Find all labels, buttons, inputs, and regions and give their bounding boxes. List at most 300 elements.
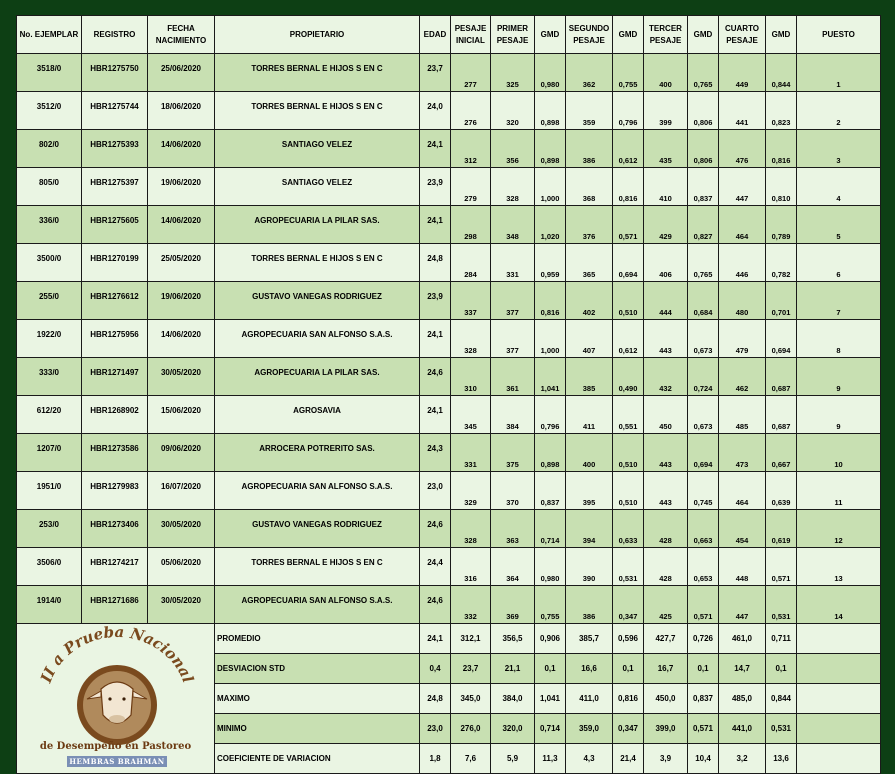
cell-segundo-pesaje: 390 xyxy=(566,548,613,586)
cell-gmd-4: 0,619 xyxy=(766,510,797,548)
stat-cuarto-pesaje: 441,0 xyxy=(719,714,766,744)
cell-ejemplar: 3506/0 xyxy=(17,548,82,586)
cell-tercer-pesaje: 435 xyxy=(644,130,688,168)
cell-pesaje-inicial: 332 xyxy=(451,586,491,624)
cell-puesto: 13 xyxy=(797,548,881,586)
cell-gmd-3: 0,663 xyxy=(688,510,719,548)
stat-primer-pesaje: 356,5 xyxy=(491,624,535,654)
cell-registro: HBR1271686 xyxy=(82,586,148,624)
col-header-edad: EDAD xyxy=(420,16,451,54)
stat-edad: 23,0 xyxy=(420,714,451,744)
stat-primer-pesaje: 384,0 xyxy=(491,684,535,714)
stat-label: PROMEDIO xyxy=(215,624,420,654)
col-header-ejemplar: No. EJEMPLAR xyxy=(17,16,82,54)
cell-gmd-2: 0,510 xyxy=(613,282,644,320)
cell-ejemplar: 3500/0 xyxy=(17,244,82,282)
cell-segundo-pesaje: 362 xyxy=(566,54,613,92)
col-header-registro: REGISTRO xyxy=(82,16,148,54)
cell-fecha: 30/05/2020 xyxy=(148,510,215,548)
cell-pesaje-inicial: 284 xyxy=(451,244,491,282)
cell-ejemplar: 3518/0 xyxy=(17,54,82,92)
cell-gmd-1: 0,980 xyxy=(535,54,566,92)
stat-edad: 1,8 xyxy=(420,744,451,774)
table-row xyxy=(17,548,881,586)
cell-registro: HBR1271497 xyxy=(82,358,148,396)
cell-gmd-2: 0,816 xyxy=(613,168,644,206)
cell-registro: HBR1275605 xyxy=(82,206,148,244)
stat-edad: 0,4 xyxy=(420,654,451,684)
event-logo xyxy=(17,624,215,774)
stat-primer-pesaje: 21,1 xyxy=(491,654,535,684)
cell-gmd-4: 0,816 xyxy=(766,130,797,168)
stat-puesto-empty xyxy=(797,744,881,774)
cell-registro: HBR1276612 xyxy=(82,282,148,320)
cell-gmd-3: 0,673 xyxy=(688,396,719,434)
cell-primer-pesaje: 364 xyxy=(491,548,535,586)
cell-gmd-3: 0,694 xyxy=(688,434,719,472)
col-header-gmd-2: GMD xyxy=(613,16,644,54)
stat-puesto-empty xyxy=(797,654,881,684)
cell-ejemplar: 1207/0 xyxy=(17,434,82,472)
cell-propietario: SANTIAGO VELEZ xyxy=(215,168,420,206)
cell-pesaje-inicial: 279 xyxy=(451,168,491,206)
cell-edad: 23,7 xyxy=(420,54,451,92)
cell-edad: 23,9 xyxy=(420,282,451,320)
cell-ejemplar: 1914/0 xyxy=(17,586,82,624)
cell-tercer-pesaje: 443 xyxy=(644,320,688,358)
logo-emblem xyxy=(17,625,214,745)
cell-gmd-2: 0,531 xyxy=(613,548,644,586)
cell-edad: 24,4 xyxy=(420,548,451,586)
cell-ejemplar: 612/20 xyxy=(17,396,82,434)
stat-tercer-pesaje: 16,7 xyxy=(644,654,688,684)
cell-fecha: 16/07/2020 xyxy=(148,472,215,510)
cell-primer-pesaje: 370 xyxy=(491,472,535,510)
stat-primer-pesaje: 320,0 xyxy=(491,714,535,744)
cell-pesaje-inicial: 337 xyxy=(451,282,491,320)
cell-gmd-3: 0,827 xyxy=(688,206,719,244)
stat-segundo-pesaje: 16,6 xyxy=(566,654,613,684)
stat-gmd-2: 0,816 xyxy=(613,684,644,714)
stat-gmd-4: 0,844 xyxy=(766,684,797,714)
cell-gmd-2: 0,510 xyxy=(613,434,644,472)
col-header-gmd-3: GMD xyxy=(688,16,719,54)
cell-ejemplar: 255/0 xyxy=(17,282,82,320)
stat-pesaje-inicial: 345,0 xyxy=(451,684,491,714)
col-header-fecha: FECHA NACIMIENTO xyxy=(148,16,215,54)
stat-segundo-pesaje: 385,7 xyxy=(566,624,613,654)
cell-segundo-pesaje: 365 xyxy=(566,244,613,282)
cell-propietario: AGROSAVIA xyxy=(215,396,420,434)
stat-gmd-2: 21,4 xyxy=(613,744,644,774)
cell-registro: HBR1274217 xyxy=(82,548,148,586)
cell-edad: 23,9 xyxy=(420,168,451,206)
cell-tercer-pesaje: 406 xyxy=(644,244,688,282)
cell-gmd-3: 0,745 xyxy=(688,472,719,510)
cell-cuarto-pesaje: 485 xyxy=(719,396,766,434)
cell-propietario: TORRES BERNAL E HIJOS S EN C xyxy=(215,54,420,92)
cell-ejemplar: 336/0 xyxy=(17,206,82,244)
cell-gmd-4: 0,701 xyxy=(766,282,797,320)
cell-gmd-1: 0,980 xyxy=(535,548,566,586)
stat-cuarto-pesaje: 3,2 xyxy=(719,744,766,774)
cell-gmd-3: 0,806 xyxy=(688,130,719,168)
cell-registro: HBR1279983 xyxy=(82,472,148,510)
cell-segundo-pesaje: 402 xyxy=(566,282,613,320)
cell-gmd-4: 0,789 xyxy=(766,206,797,244)
cell-ejemplar: 333/0 xyxy=(17,358,82,396)
stat-edad: 24,1 xyxy=(420,624,451,654)
cell-primer-pesaje: 363 xyxy=(491,510,535,548)
cell-gmd-2: 0,347 xyxy=(613,586,644,624)
cell-segundo-pesaje: 386 xyxy=(566,586,613,624)
col-header-segundo-pesaje: SEGUNDO PESAJE xyxy=(566,16,613,54)
stat-pesaje-inicial: 276,0 xyxy=(451,714,491,744)
cell-propietario: AGROPECUARIA SAN ALFONSO S.A.S. xyxy=(215,472,420,510)
cell-gmd-4: 0,694 xyxy=(766,320,797,358)
cell-fecha: 09/06/2020 xyxy=(148,434,215,472)
cell-gmd-2: 0,633 xyxy=(613,510,644,548)
cell-ejemplar: 802/0 xyxy=(17,130,82,168)
stat-tercer-pesaje: 399,0 xyxy=(644,714,688,744)
cell-pesaje-inicial: 328 xyxy=(451,510,491,548)
cell-gmd-1: 0,898 xyxy=(535,92,566,130)
cell-fecha: 19/06/2020 xyxy=(148,282,215,320)
cell-gmd-3: 0,673 xyxy=(688,320,719,358)
cell-segundo-pesaje: 368 xyxy=(566,168,613,206)
col-header-primer-pesaje: PRIMER PESAJE xyxy=(491,16,535,54)
cell-pesaje-inicial: 298 xyxy=(451,206,491,244)
cell-cuarto-pesaje: 479 xyxy=(719,320,766,358)
cell-fecha: 25/05/2020 xyxy=(148,244,215,282)
cell-gmd-4: 0,531 xyxy=(766,586,797,624)
table-row xyxy=(17,472,881,510)
cell-gmd-3: 0,571 xyxy=(688,586,719,624)
data-rows xyxy=(17,54,881,624)
logo-band: HEMBRAS BRAHMAN xyxy=(67,756,167,767)
stat-pesaje-inicial: 7,6 xyxy=(451,744,491,774)
cell-primer-pesaje: 375 xyxy=(491,434,535,472)
cell-tercer-pesaje: 425 xyxy=(644,586,688,624)
cell-registro: HBR1275956 xyxy=(82,320,148,358)
cell-segundo-pesaje: 376 xyxy=(566,206,613,244)
cell-gmd-1: 0,714 xyxy=(535,510,566,548)
cell-tercer-pesaje: 428 xyxy=(644,548,688,586)
table-row xyxy=(17,206,881,244)
cell-tercer-pesaje: 410 xyxy=(644,168,688,206)
cell-gmd-3: 0,765 xyxy=(688,54,719,92)
cell-gmd-2: 0,571 xyxy=(613,206,644,244)
col-header-propietario: PROPIETARIO xyxy=(215,16,420,54)
stat-tercer-pesaje: 450,0 xyxy=(644,684,688,714)
stat-label: COEFICIENTE DE VARIACION xyxy=(215,744,420,774)
cell-fecha: 19/06/2020 xyxy=(148,168,215,206)
table-row xyxy=(17,54,881,92)
cell-fecha: 15/06/2020 xyxy=(148,396,215,434)
cell-registro: HBR1270199 xyxy=(82,244,148,282)
cell-registro: HBR1275397 xyxy=(82,168,148,206)
stat-pesaje-inicial: 312,1 xyxy=(451,624,491,654)
logo-subtitle: de Desempeño en Pastoreo xyxy=(39,740,192,752)
col-header-tercer-pesaje: TERCER PESAJE xyxy=(644,16,688,54)
cell-registro: HBR1275744 xyxy=(82,92,148,130)
cell-puesto: 6 xyxy=(797,244,881,282)
cell-gmd-4: 0,844 xyxy=(766,54,797,92)
stat-primer-pesaje: 5,9 xyxy=(491,744,535,774)
cell-puesto: 10 xyxy=(797,434,881,472)
cell-edad: 24,6 xyxy=(420,358,451,396)
results-table xyxy=(16,15,881,774)
cell-edad: 24,1 xyxy=(420,206,451,244)
cell-cuarto-pesaje: 464 xyxy=(719,206,766,244)
cell-propietario: TORRES BERNAL E HIJOS S EN C xyxy=(215,92,420,130)
cell-edad: 23,0 xyxy=(420,472,451,510)
cell-segundo-pesaje: 395 xyxy=(566,472,613,510)
logo-wrap xyxy=(17,625,214,773)
stat-gmd-3: 0,837 xyxy=(688,684,719,714)
cell-segundo-pesaje: 411 xyxy=(566,396,613,434)
table-row xyxy=(17,586,881,624)
cell-puesto: 2 xyxy=(797,92,881,130)
cell-segundo-pesaje: 407 xyxy=(566,320,613,358)
cell-ejemplar: 1922/0 xyxy=(17,320,82,358)
cell-registro: HBR1273406 xyxy=(82,510,148,548)
stat-gmd-4: 13,6 xyxy=(766,744,797,774)
cell-propietario: AGROPECUARIA LA PILAR SAS. xyxy=(215,206,420,244)
stat-gmd-4: 0,1 xyxy=(766,654,797,684)
cell-puesto: 1 xyxy=(797,54,881,92)
cell-propietario: ARROCERA POTRERITO SAS. xyxy=(215,434,420,472)
cell-puesto: 9 xyxy=(797,358,881,396)
cell-pesaje-inicial: 316 xyxy=(451,548,491,586)
table-row xyxy=(17,434,881,472)
cell-gmd-1: 0,959 xyxy=(535,244,566,282)
cell-edad: 24,6 xyxy=(420,510,451,548)
cell-edad: 24,1 xyxy=(420,130,451,168)
cell-fecha: 30/05/2020 xyxy=(148,586,215,624)
cell-ejemplar: 3512/0 xyxy=(17,92,82,130)
cell-edad: 24,6 xyxy=(420,586,451,624)
cell-puesto: 3 xyxy=(797,130,881,168)
cell-cuarto-pesaje: 462 xyxy=(719,358,766,396)
logo-title: II a Prueba Nacional xyxy=(36,624,198,685)
cell-propietario: AGROPECUARIA SAN ALFONSO S.A.S. xyxy=(215,586,420,624)
stat-gmd-3: 0,726 xyxy=(688,624,719,654)
stat-gmd-1: 0,906 xyxy=(535,624,566,654)
stat-gmd-1: 11,3 xyxy=(535,744,566,774)
stat-segundo-pesaje: 359,0 xyxy=(566,714,613,744)
cell-segundo-pesaje: 394 xyxy=(566,510,613,548)
cell-tercer-pesaje: 429 xyxy=(644,206,688,244)
cell-pesaje-inicial: 345 xyxy=(451,396,491,434)
table-row xyxy=(17,168,881,206)
cell-primer-pesaje: 325 xyxy=(491,54,535,92)
cell-segundo-pesaje: 386 xyxy=(566,130,613,168)
col-header-puesto: PUESTO xyxy=(797,16,881,54)
stat-gmd-4: 0,711 xyxy=(766,624,797,654)
stat-pesaje-inicial: 23,7 xyxy=(451,654,491,684)
cell-gmd-2: 0,755 xyxy=(613,54,644,92)
cell-propietario: GUSTAVO VANEGAS RODRIGUEZ xyxy=(215,282,420,320)
cell-gmd-2: 0,694 xyxy=(613,244,644,282)
cell-edad: 24,8 xyxy=(420,244,451,282)
cell-gmd-3: 0,684 xyxy=(688,282,719,320)
stat-gmd-2: 0,596 xyxy=(613,624,644,654)
cell-fecha: 14/06/2020 xyxy=(148,206,215,244)
cell-gmd-1: 0,898 xyxy=(535,434,566,472)
stat-tercer-pesaje: 427,7 xyxy=(644,624,688,654)
stat-gmd-2: 0,1 xyxy=(613,654,644,684)
table-row xyxy=(17,510,881,548)
cell-gmd-2: 0,490 xyxy=(613,358,644,396)
results-sheet xyxy=(16,15,880,766)
stat-gmd-2: 0,347 xyxy=(613,714,644,744)
cell-propietario: GUSTAVO VANEGAS RODRIGUEZ xyxy=(215,510,420,548)
cell-cuarto-pesaje: 476 xyxy=(719,130,766,168)
cell-tercer-pesaje: 443 xyxy=(644,472,688,510)
cell-puesto: 7 xyxy=(797,282,881,320)
col-header-cuarto-pesaje: CUARTO PESAJE xyxy=(719,16,766,54)
cell-tercer-pesaje: 450 xyxy=(644,396,688,434)
stat-segundo-pesaje: 4,3 xyxy=(566,744,613,774)
cell-tercer-pesaje: 444 xyxy=(644,282,688,320)
table-row xyxy=(17,92,881,130)
stat-cuarto-pesaje: 485,0 xyxy=(719,684,766,714)
cell-fecha: 05/06/2020 xyxy=(148,548,215,586)
cell-primer-pesaje: 361 xyxy=(491,358,535,396)
cell-gmd-3: 0,765 xyxy=(688,244,719,282)
cell-gmd-1: 1,020 xyxy=(535,206,566,244)
cell-primer-pesaje: 369 xyxy=(491,586,535,624)
stat-edad: 24,8 xyxy=(420,684,451,714)
cell-cuarto-pesaje: 449 xyxy=(719,54,766,92)
cell-gmd-4: 0,687 xyxy=(766,396,797,434)
cell-primer-pesaje: 377 xyxy=(491,320,535,358)
stat-label: DESVIACION STD xyxy=(215,654,420,684)
summary-rows xyxy=(17,624,881,774)
cell-cuarto-pesaje: 446 xyxy=(719,244,766,282)
cell-cuarto-pesaje: 447 xyxy=(719,586,766,624)
cell-puesto: 9 xyxy=(797,396,881,434)
cell-primer-pesaje: 328 xyxy=(491,168,535,206)
cell-pesaje-inicial: 312 xyxy=(451,130,491,168)
table-row xyxy=(17,358,881,396)
cell-propietario: AGROPECUARIA LA PILAR SAS. xyxy=(215,358,420,396)
cell-tercer-pesaje: 399 xyxy=(644,92,688,130)
cell-pesaje-inicial: 310 xyxy=(451,358,491,396)
stat-tercer-pesaje: 3,9 xyxy=(644,744,688,774)
cell-puesto: 8 xyxy=(797,320,881,358)
cell-tercer-pesaje: 432 xyxy=(644,358,688,396)
cell-fecha: 14/06/2020 xyxy=(148,130,215,168)
cell-gmd-4: 0,571 xyxy=(766,548,797,586)
stat-gmd-3: 10,4 xyxy=(688,744,719,774)
cell-gmd-2: 0,551 xyxy=(613,396,644,434)
table-row xyxy=(17,396,881,434)
cell-ejemplar: 1951/0 xyxy=(17,472,82,510)
table-row xyxy=(17,282,881,320)
table-row xyxy=(17,320,881,358)
cell-gmd-4: 0,782 xyxy=(766,244,797,282)
cell-registro: HBR1273586 xyxy=(82,434,148,472)
stat-puesto-empty xyxy=(797,624,881,654)
cell-ejemplar: 805/0 xyxy=(17,168,82,206)
cell-pesaje-inicial: 276 xyxy=(451,92,491,130)
cell-puesto: 14 xyxy=(797,586,881,624)
cell-gmd-2: 0,510 xyxy=(613,472,644,510)
cell-primer-pesaje: 377 xyxy=(491,282,535,320)
cell-pesaje-inicial: 331 xyxy=(451,434,491,472)
cell-cuarto-pesaje: 447 xyxy=(719,168,766,206)
table-row xyxy=(17,244,881,282)
stat-gmd-3: 0,571 xyxy=(688,714,719,744)
cell-gmd-4: 0,687 xyxy=(766,358,797,396)
cell-edad: 24,3 xyxy=(420,434,451,472)
cell-gmd-4: 0,639 xyxy=(766,472,797,510)
stat-gmd-1: 1,041 xyxy=(535,684,566,714)
cell-cuarto-pesaje: 448 xyxy=(719,548,766,586)
cell-gmd-2: 0,612 xyxy=(613,320,644,358)
stat-gmd-3: 0,1 xyxy=(688,654,719,684)
cell-gmd-1: 0,898 xyxy=(535,130,566,168)
cell-pesaje-inicial: 329 xyxy=(451,472,491,510)
stat-gmd-4: 0,531 xyxy=(766,714,797,744)
cell-segundo-pesaje: 359 xyxy=(566,92,613,130)
cell-propietario: SANTIAGO VELEZ xyxy=(215,130,420,168)
stat-label: MAXIMO xyxy=(215,684,420,714)
cell-tercer-pesaje: 428 xyxy=(644,510,688,548)
cell-fecha: 30/05/2020 xyxy=(148,358,215,396)
stat-puesto-empty xyxy=(797,684,881,714)
cell-gmd-4: 0,810 xyxy=(766,168,797,206)
cell-gmd-1: 1,000 xyxy=(535,320,566,358)
cell-registro: HBR1268902 xyxy=(82,396,148,434)
cell-puesto: 12 xyxy=(797,510,881,548)
cell-cuarto-pesaje: 454 xyxy=(719,510,766,548)
cell-registro: HBR1275750 xyxy=(82,54,148,92)
cell-cuarto-pesaje: 464 xyxy=(719,472,766,510)
table-row xyxy=(17,130,881,168)
cell-puesto: 5 xyxy=(797,206,881,244)
cell-fecha: 18/06/2020 xyxy=(148,92,215,130)
cell-gmd-1: 1,041 xyxy=(535,358,566,396)
cell-ejemplar: 253/0 xyxy=(17,510,82,548)
cell-edad: 24,0 xyxy=(420,92,451,130)
summary-row xyxy=(17,624,881,654)
cell-primer-pesaje: 331 xyxy=(491,244,535,282)
col-header-pesaje-inicial: PESAJE INICIAL xyxy=(451,16,491,54)
cell-gmd-2: 0,612 xyxy=(613,130,644,168)
stat-gmd-1: 0,714 xyxy=(535,714,566,744)
cell-propietario: AGROPECUARIA SAN ALFONSO S.A.S. xyxy=(215,320,420,358)
cell-segundo-pesaje: 400 xyxy=(566,434,613,472)
cell-gmd-4: 0,667 xyxy=(766,434,797,472)
cell-gmd-1: 0,837 xyxy=(535,472,566,510)
cell-primer-pesaje: 348 xyxy=(491,206,535,244)
cell-gmd-3: 0,806 xyxy=(688,92,719,130)
cell-gmd-1: 0,796 xyxy=(535,396,566,434)
cell-gmd-1: 0,755 xyxy=(535,586,566,624)
cell-cuarto-pesaje: 441 xyxy=(719,92,766,130)
cell-primer-pesaje: 320 xyxy=(491,92,535,130)
stat-puesto-empty xyxy=(797,714,881,744)
cell-pesaje-inicial: 277 xyxy=(451,54,491,92)
cell-cuarto-pesaje: 480 xyxy=(719,282,766,320)
cell-primer-pesaje: 356 xyxy=(491,130,535,168)
stat-gmd-1: 0,1 xyxy=(535,654,566,684)
cell-primer-pesaje: 384 xyxy=(491,396,535,434)
cell-registro: HBR1275393 xyxy=(82,130,148,168)
